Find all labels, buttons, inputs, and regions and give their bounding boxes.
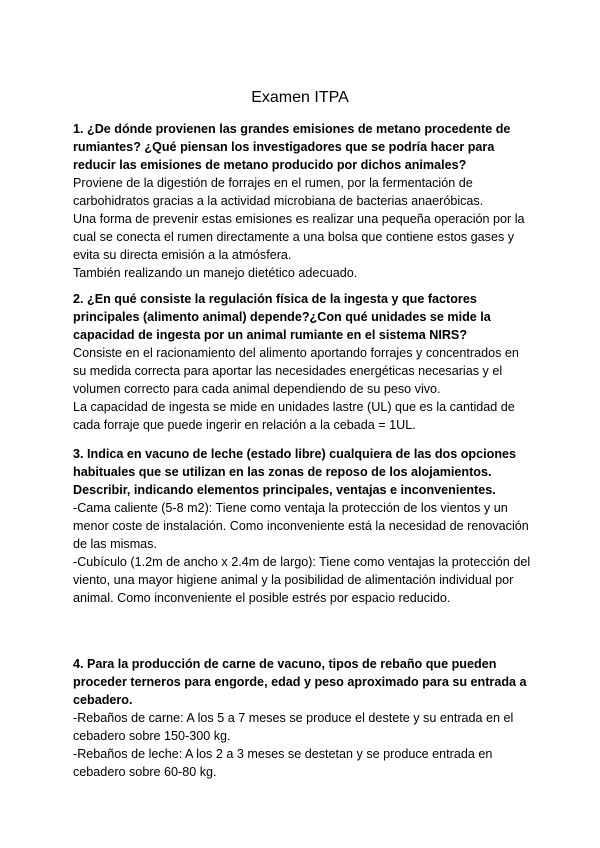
answer-paragraph: -Rebaños de carne: A los 5 a 7 meses se produce el destete y su entrada en el cebadero sobre 150-300 kg. bbox=[73, 711, 514, 743]
question-block-2 bbox=[73, 290, 533, 434]
question-text: 1. ¿De dónde provienen las grandes emisiones de metano procedente de rumiantes? ¿Qué piensan los investigadores que se podría hacer para reducir las emisiones de metano producido por dichos animales? bbox=[73, 122, 511, 172]
question-block-3 bbox=[73, 445, 533, 607]
answer-paragraph: Proviene de la digestión de forrajes en el rumen, por la fermentación de carbohidratos gracias a la actividad microbiana de bacterias anaeróbicas. bbox=[73, 176, 484, 208]
question-text: 2. ¿En qué consiste la regulación física de la ingesta y que factores principales (alimento animal) depende?¿Con qué unidades se mide la capacidad de ingesta por un animal rumiante en el sistema NIRS? bbox=[73, 292, 491, 342]
page-title: Examen ITPA bbox=[251, 89, 349, 106]
answer-paragraph: La capacidad de ingesta se mide en unidades lastre (UL) que es la cantidad de cada forraje que puede ingerir en relación a la cebada = 1UL. bbox=[73, 400, 515, 432]
answer-paragraph: Una forma de prevenir estas emisiones es realizar una pequeña operación por la cual se conecta el rumen directamente a una bolsa que contiene estos gases y evita su directa emisión a la atmósfera. bbox=[73, 212, 525, 262]
question-text: 3. Indica en vacuno de leche (estado libre) cualquiera de las dos opciones habituales que se utilizan en las zonas de reposo de los alojamientos. Describir, indicando elementos principales, ventajas e inconvenientes. bbox=[73, 447, 517, 497]
answer-paragraph: Consiste en el racionamiento del alimento aportando forrajes y concentrados en su medida correcta para aportar las necesidades energéticas necesarias y el volumen correcto para cada animal dependiendo de su peso vivo. bbox=[73, 346, 519, 396]
answer-paragraph: También realizando un manejo dietético adecuado. bbox=[73, 266, 358, 280]
question-block-4 bbox=[73, 655, 533, 781]
question-text: 4. Para la producción de carne de vacuno, tipos de rebaño que pueden proceder terneros para engorde, edad y peso aproximado para su entrada a cebadero. bbox=[73, 657, 527, 707]
answer-paragraph: -Cama caliente (5-8 m2): Tiene como ventaja la protección de los vientos y un menor coste de instalación. Como inconveniente está la necesidad de renovación de las mismas. bbox=[73, 501, 529, 551]
question-block-1 bbox=[73, 120, 533, 282]
answer-paragraph: -Rebaños de leche: A los 2 a 3 meses se destetan y se produce entrada en cebadero sobre 60-80 kg. bbox=[73, 747, 493, 779]
answer-paragraph: -Cubículo (1.2m de ancho x 2.4m de largo): Tiene como ventajas la protección del viento, una mayor higiene animal y la posibilidad de alimentación individual por animal. Como inconveniente el posible estrés por espacio reducido. bbox=[73, 555, 531, 605]
